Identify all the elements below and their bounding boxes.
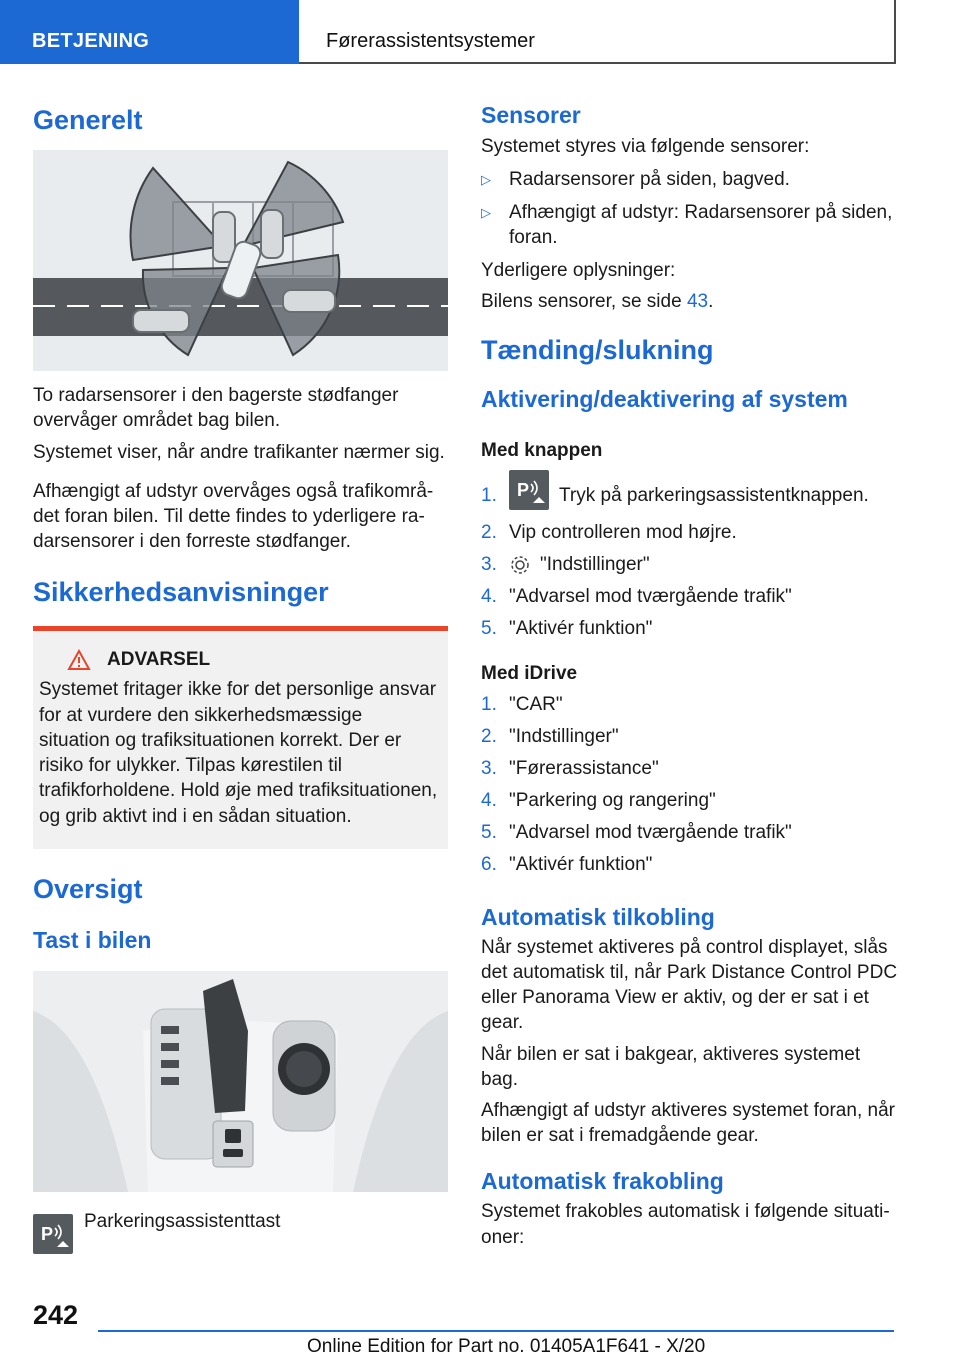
left-column (33, 96, 448, 1254)
list-item: 4. "Advarsel mod tværgående trafik" (481, 585, 792, 607)
list-item: ▷ Radarsensorer på siden, bagved. (481, 168, 790, 190)
generelt-paragraph-3: Afhængigt af udstyr overvåges også trafikområ-det foran bilen. Til dette findes to yderligere ra-darsensorer i den forreste stødfanger. (33, 480, 434, 552)
taending-heading: Tænding/slukning (481, 335, 714, 366)
warning-text: Systemet fritager ikke for det personlige ansvar for at vurdere den sikkerhedsmæssige situation og trafiksituationen korrekt. Der er risiko for ulykker. Tilpas kørestilen til trafikforholdene. Hold øje med trafiksituationen, og grib aktivt ind i en sådan situation. (39, 679, 438, 827)
tast-heading: Tast i bilen (33, 927, 152, 954)
list-item: 2. "Indstillinger" (481, 726, 619, 748)
sensorer-heading: Sensorer (481, 102, 581, 128)
radar-diagram (33, 150, 448, 371)
button-caption: Parkeringsassistenttast (84, 1210, 281, 1232)
parking-assistant-button-icon (33, 1214, 73, 1254)
parking-assistant-button-icon (509, 470, 549, 510)
console-illustration (33, 971, 448, 1192)
triangle-bullet-icon: ▷ (481, 204, 491, 220)
button-caption-row (33, 1210, 448, 1254)
tilkobling-paragraph-2: Når bilen er sat i bakgear, aktiveres systemet bag. (481, 1043, 861, 1090)
page-header (0, 0, 960, 66)
frakobling-paragraph-1: Systemet frakobles automatisk i følgende situati-oner: (481, 1201, 890, 1248)
tilkobling-heading: Automatisk tilkobling (481, 903, 715, 930)
edition-text: Online Edition for Part no. 01405A1F641 - X/20 (307, 1336, 706, 1357)
sensorer-intro: Systemet styres via følgende sensorer: (481, 135, 810, 157)
frakobling-heading: Automatisk frakobling (481, 1167, 724, 1194)
sensorer-list (481, 167, 901, 250)
generelt-heading: Generelt (33, 105, 143, 135)
list-item: 3. "Indstillinger" (481, 553, 650, 575)
generelt-paragraph-1: To radarsensorer i den bagerste stødfanger overvåger området bag bilen. (33, 385, 399, 432)
page-link-43[interactable]: 43 (686, 290, 709, 312)
list-item: 6. "Aktivér funktion" (481, 854, 653, 876)
yderligere-text: Yderligere oplysninger: (481, 259, 676, 281)
warning-icon (67, 649, 91, 671)
bilens-sensorer-ref: Bilens sensorer, se side 43. (481, 290, 714, 312)
list-item: 5. "Aktivér funktion" (481, 617, 653, 639)
triangle-bullet-icon: ▷ (481, 171, 491, 187)
warning-box (33, 626, 448, 849)
list-item: 2. Vip controlleren mod højre. (481, 521, 737, 543)
radar-coverage-illustration (33, 150, 448, 371)
sikkerhed-heading: Sikkerhedsanvisninger (33, 576, 329, 607)
generelt-paragraph-2: Systemet viser, når andre trafikanter nærmer sig. (33, 441, 445, 463)
list-item: 3. "Førerassistance" (481, 758, 659, 780)
header-divider (299, 62, 312, 64)
svg-text:P: P (517, 479, 530, 500)
svg-text:P: P (41, 1223, 54, 1244)
list-item: 1. "CAR" (481, 694, 563, 716)
section-tab: BETJENING (0, 0, 299, 64)
oversigt-heading: Oversigt (33, 873, 143, 904)
list-item: ▷ Afhængigt af udstyr: Radarsensorer på siden, foran. (481, 201, 893, 248)
med-idrive-heading: Med iDrive (481, 662, 578, 684)
idrive-steps (481, 690, 901, 882)
aktivering-heading: Aktivering/deaktivering af system (481, 386, 848, 413)
warning-title: ADVARSEL (107, 649, 211, 671)
center-console-photo (33, 971, 448, 1192)
warning-header (67, 649, 438, 671)
knappen-steps (481, 475, 901, 645)
footer-rule (98, 1330, 894, 1332)
right-column (481, 96, 901, 1250)
tilkobling-paragraph-3: Afhængigt af udstyr aktiveres systemet foran, når bilen er sat i fremadgående gear. (481, 1099, 895, 1146)
chapter-title: Førerassistentsystemer (312, 0, 896, 64)
list-item: 1. P Tryk på parkeringsassistentknappen. (481, 475, 901, 517)
list-item: 4. "Parkering og rangering" (481, 790, 716, 812)
med-knappen-heading: Med knappen (481, 440, 603, 462)
tilkobling-paragraph-1: Når systemet aktiveres på control displayet, slås det automatisk til, når Park Distance Control PDC eller Panorama View er aktiv, og der er sat i et gear. (481, 937, 898, 1034)
page-number: 242 (33, 1300, 79, 1330)
list-item: 5. "Advarsel mod tværgående trafik" (481, 822, 792, 844)
gear-icon (509, 554, 531, 576)
